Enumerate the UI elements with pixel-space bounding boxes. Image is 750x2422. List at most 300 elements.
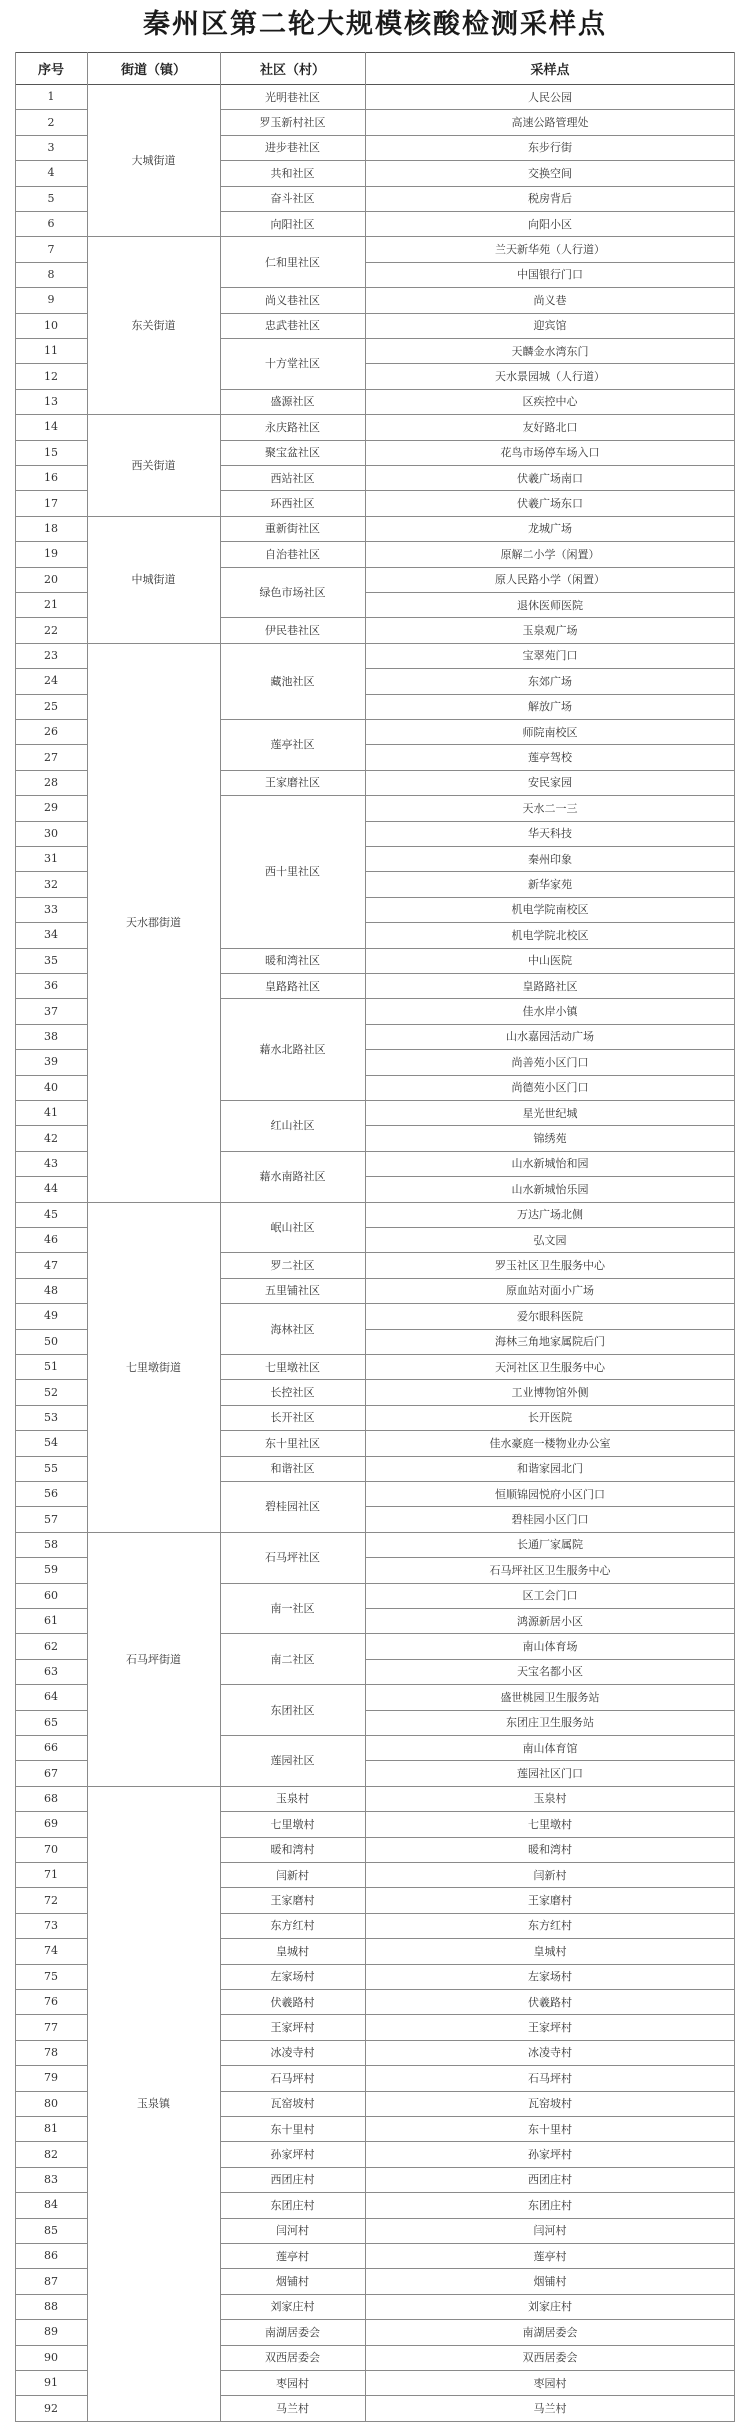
community-cell: 闫新村 [276, 1868, 309, 1882]
row-divider [15, 1379, 87, 1380]
community-cell: 长控社区 [270, 1386, 315, 1400]
row-divider [365, 643, 735, 644]
row-divider [15, 973, 87, 974]
row-divider [365, 1252, 735, 1253]
site-cell: 机电学院北校区 [511, 928, 589, 942]
index-cell: 80 [44, 2096, 58, 2110]
row-divider [365, 2218, 735, 2219]
site-cell: 玉泉村 [533, 1792, 567, 1806]
index-cell: 78 [44, 2045, 58, 2059]
site-cell: 莲园社区门口 [517, 1767, 583, 1781]
site-cell: 新华家苑 [528, 878, 572, 892]
community-cell: 东团社区 [270, 1703, 315, 1717]
site-cell: 莲亭驾校 [528, 751, 572, 765]
row-divider [220, 2091, 365, 2092]
index-cell: 17 [44, 496, 58, 510]
site-cell: 盛世桃园卫生服务站 [500, 1690, 600, 1704]
row-divider [220, 1684, 365, 1685]
row-divider [365, 744, 735, 745]
row-divider [220, 719, 365, 720]
index-cell: 72 [44, 1893, 58, 1907]
community-cell: 南二社区 [270, 1652, 315, 1666]
community-cell: 左家场村 [270, 1970, 315, 1984]
row-divider [15, 1887, 87, 1888]
row-divider [15, 694, 87, 695]
row-divider [365, 694, 735, 695]
row-divider [220, 389, 365, 390]
community-cell: 王家坪村 [270, 2021, 315, 2035]
row-divider [220, 1456, 365, 1457]
community-cell: 莲亭村 [276, 2249, 309, 2263]
row-divider [15, 236, 87, 237]
community-cell: 伏羲路村 [270, 1995, 315, 2009]
index-cell: 26 [44, 725, 58, 739]
index-cell: 19 [44, 547, 58, 561]
district-cell: 西关街道 [131, 458, 176, 472]
index-cell: 31 [44, 852, 58, 866]
index-cell: 87 [44, 2274, 58, 2288]
site-cell: 山水新城怡乐园 [511, 1182, 589, 1196]
community-cell: 碧桂园社区 [265, 1500, 320, 1514]
site-cell: 长开医院 [528, 1411, 572, 1425]
row-divider [15, 338, 87, 339]
row-divider [15, 2014, 87, 2015]
community-cell: 孙家坪村 [270, 2148, 315, 2162]
community-cell: 东十里村 [270, 2122, 315, 2136]
row-divider [365, 1710, 735, 1711]
site-cell: 向阳小区 [528, 217, 572, 231]
row-divider [365, 1379, 735, 1380]
index-cell: 62 [44, 1639, 58, 1653]
row-divider [365, 1532, 735, 1533]
index-cell: 63 [44, 1664, 58, 1678]
row-divider [15, 1659, 87, 1660]
row-divider [365, 592, 735, 593]
row-divider [365, 1862, 735, 1863]
row-divider [15, 1049, 87, 1050]
district-cell: 七里墩街道 [126, 1360, 181, 1374]
site-cell: 南湖居委会 [522, 2325, 578, 2339]
community-cell: 藏池社区 [270, 674, 315, 688]
row-divider [220, 1633, 365, 1634]
row-divider [365, 2141, 735, 2142]
row-divider [220, 1379, 365, 1380]
community-cell: 闫河村 [276, 2224, 309, 2238]
row-divider [220, 1887, 365, 1888]
row-divider [15, 465, 87, 466]
row-divider [220, 1862, 365, 1863]
index-cell: 55 [44, 1461, 58, 1475]
community-cell: 仁和里社区 [265, 255, 320, 269]
row-divider [15, 287, 87, 288]
row-divider [365, 1913, 735, 1914]
row-divider [15, 871, 87, 872]
row-divider [15, 2065, 87, 2066]
row-divider [365, 236, 735, 237]
site-cell: 爱尔眼科医院 [517, 1309, 583, 1323]
community-cell: 马兰村 [276, 2402, 309, 2416]
row-divider [220, 1430, 365, 1431]
index-cell: 39 [44, 1055, 58, 1069]
row-divider [365, 1100, 735, 1101]
row-divider [15, 2268, 87, 2269]
site-cell: 双西居委会 [522, 2351, 578, 2365]
site-cell: 南山体育场 [522, 1640, 578, 1654]
row-divider [15, 1354, 87, 1355]
community-cell: 东团庄村 [270, 2198, 315, 2212]
index-cell: 33 [44, 902, 58, 916]
community-cell: 和谐社区 [270, 1462, 315, 1476]
row-divider [15, 719, 87, 720]
row-divider [220, 1100, 365, 1101]
row-divider [15, 1837, 87, 1838]
row-divider [15, 186, 87, 187]
community-cell: 重新街社区 [265, 522, 320, 536]
index-cell: 15 [44, 445, 58, 459]
row-divider [15, 2243, 87, 2244]
site-cell: 人民公园 [528, 90, 572, 104]
column-divider [87, 52, 88, 2421]
row-divider [220, 973, 365, 974]
community-cell: 绿色市场社区 [259, 585, 326, 599]
row-divider [365, 1024, 735, 1025]
site-cell: 天河社区卫生服务中心 [495, 1360, 605, 1374]
row-divider [15, 1151, 87, 1152]
site-cell: 尚善苑小区门口 [511, 1055, 589, 1069]
row-divider [365, 973, 735, 974]
index-cell: 38 [44, 1029, 58, 1043]
site-cell: 皇路路社区 [522, 979, 578, 993]
row-divider [220, 1837, 365, 1838]
index-cell: 83 [44, 2172, 58, 2186]
community-cell: 烟铺村 [276, 2275, 309, 2289]
index-cell: 40 [44, 1080, 58, 1094]
index-cell: 88 [44, 2299, 58, 2313]
row-divider [365, 1202, 735, 1203]
site-cell: 鸿源新居小区 [517, 1614, 583, 1628]
site-cell: 师院南校区 [522, 725, 578, 739]
index-cell: 7 [47, 242, 55, 256]
index-cell: 84 [44, 2198, 58, 2212]
row-divider [220, 2116, 365, 2117]
row-divider [87, 414, 220, 415]
index-cell: 59 [44, 1563, 58, 1577]
column-divider [365, 52, 366, 2421]
site-cell: 星光世纪城 [522, 1106, 578, 1120]
row-divider [220, 440, 365, 441]
column-divider [220, 52, 221, 2421]
row-divider [220, 1481, 365, 1482]
row-divider [15, 109, 87, 110]
row-divider [220, 516, 365, 517]
community-cell: 西站社区 [270, 471, 315, 485]
site-cell: 伏羲路村 [528, 1995, 572, 2009]
row-divider [15, 541, 87, 542]
row-divider [15, 2040, 87, 2041]
row-divider [220, 2141, 365, 2142]
site-cell: 石马坪村 [528, 2071, 572, 2085]
row-divider [220, 1151, 365, 1152]
row-divider [15, 211, 87, 212]
table-top-border [15, 52, 735, 53]
index-cell: 91 [44, 2376, 58, 2390]
row-divider [365, 135, 735, 136]
row-divider [15, 1252, 87, 1253]
row-divider [15, 1075, 87, 1076]
site-cell: 冰凌寺村 [528, 2046, 572, 2060]
row-divider [15, 821, 87, 822]
row-divider [87, 643, 220, 644]
index-cell: 76 [44, 1995, 58, 2009]
row-divider [15, 1811, 87, 1812]
row-divider [365, 1938, 735, 1939]
row-divider [365, 1735, 735, 1736]
row-divider [365, 1684, 735, 1685]
row-divider [220, 1354, 365, 1355]
index-cell: 37 [44, 1004, 58, 1018]
site-cell: 马兰村 [533, 2402, 567, 2416]
row-divider [220, 1938, 365, 1939]
index-cell: 20 [44, 572, 58, 586]
index-cell: 56 [44, 1487, 58, 1501]
index-cell: 3 [47, 140, 55, 154]
row-divider [365, 1278, 735, 1279]
row-divider [15, 1024, 87, 1025]
community-cell: 东十里社区 [265, 1436, 320, 1450]
row-divider [365, 770, 735, 771]
site-cell: 皇城村 [533, 1944, 567, 1958]
row-divider [365, 1786, 735, 1787]
row-divider [365, 2040, 735, 2041]
index-cell: 10 [44, 318, 58, 332]
row-divider [15, 1684, 87, 1685]
row-divider [15, 2319, 87, 2320]
row-divider [365, 567, 735, 568]
site-cell: 工业博物馆外侧 [511, 1386, 589, 1400]
district-cell: 石马坪街道 [126, 1652, 181, 1666]
site-cell: 和谐家园北门 [517, 1462, 583, 1476]
row-divider [365, 1633, 735, 1634]
site-cell: 区工会门口 [522, 1589, 578, 1603]
community-cell: 东方红村 [270, 1919, 315, 1933]
row-divider [15, 643, 87, 644]
community-cell: 奋斗社区 [270, 192, 315, 206]
row-divider [220, 236, 365, 237]
row-divider [220, 998, 365, 999]
community-cell: 红山社区 [270, 1119, 315, 1133]
community-cell: 石马坪社区 [265, 1551, 320, 1565]
row-divider [15, 262, 87, 263]
row-divider [365, 1964, 735, 1965]
site-cell: 友好路北口 [522, 420, 578, 434]
row-divider [220, 2218, 365, 2219]
row-divider [220, 1532, 365, 1533]
row-divider [15, 1506, 87, 1507]
row-divider [365, 1354, 735, 1355]
site-cell: 迎宾馆 [533, 319, 567, 333]
row-divider [15, 1964, 87, 1965]
site-cell: 宝翠苑门口 [522, 649, 578, 663]
row-divider [365, 109, 735, 110]
index-cell: 66 [44, 1741, 58, 1755]
row-divider [220, 1811, 365, 1812]
index-cell: 71 [44, 1868, 58, 1882]
index-cell: 70 [44, 1842, 58, 1856]
site-cell: 万达广场北侧 [517, 1208, 583, 1222]
row-divider [220, 287, 365, 288]
site-cell: 原人民路小学（闲置） [495, 573, 605, 587]
row-divider [220, 186, 365, 187]
row-divider [15, 795, 87, 796]
site-cell: 尚义巷 [533, 293, 567, 307]
row-divider [220, 1913, 365, 1914]
header-index: 序号 [37, 62, 64, 78]
site-cell: 暖和湾村 [528, 1843, 572, 1857]
index-cell: 35 [44, 953, 58, 967]
community-cell: 长开社区 [270, 1411, 315, 1425]
site-cell: 王家磨村 [528, 1894, 572, 1908]
row-divider [15, 744, 87, 745]
site-cell: 西团庄村 [528, 2173, 572, 2187]
community-cell: 自治巷社区 [265, 547, 320, 561]
index-cell: 75 [44, 1969, 58, 1983]
site-cell: 机电学院南校区 [511, 903, 589, 917]
row-divider [365, 440, 735, 441]
row-divider [15, 2294, 87, 2295]
row-divider [365, 1506, 735, 1507]
row-divider [15, 1176, 87, 1177]
site-cell: 王家坪村 [528, 2021, 572, 2035]
community-cell: 共和社区 [270, 166, 315, 180]
community-cell: 聚宝盆社区 [265, 446, 320, 460]
row-divider [365, 516, 735, 517]
row-divider [15, 1557, 87, 1558]
row-divider [365, 2116, 735, 2117]
site-cell: 安民家园 [528, 776, 572, 790]
row-divider [220, 948, 365, 949]
site-cell: 中国银行门口 [517, 268, 583, 282]
row-divider [365, 871, 735, 872]
index-cell: 1 [47, 90, 55, 104]
row-divider [365, 363, 735, 364]
row-divider [220, 2345, 365, 2346]
row-divider [365, 2268, 735, 2269]
site-cell: 区疾控中心 [522, 395, 578, 409]
community-cell: 海林社区 [270, 1322, 315, 1336]
index-cell: 51 [44, 1360, 58, 1374]
row-divider [87, 1786, 220, 1787]
community-cell: 皇路路社区 [265, 979, 320, 993]
community-cell: 玉泉村 [276, 1792, 309, 1806]
community-cell: 七里墩社区 [265, 1360, 320, 1374]
row-divider [365, 490, 735, 491]
index-cell: 13 [44, 394, 58, 408]
row-divider [365, 1557, 735, 1558]
site-cell: 花鸟市场停车场入口 [500, 446, 600, 460]
index-cell: 92 [44, 2401, 58, 2415]
community-cell: 七里墩村 [270, 1817, 315, 1831]
row-divider [220, 1786, 365, 1787]
row-divider [15, 1125, 87, 1126]
row-divider [220, 1202, 365, 1203]
district-cell: 东关街道 [131, 319, 176, 333]
site-cell: 龙城广场 [528, 522, 572, 536]
row-divider [15, 160, 87, 161]
site-cell: 原血站对面小广场 [506, 1284, 594, 1298]
row-divider [220, 338, 365, 339]
index-cell: 54 [44, 1436, 58, 1450]
row-divider [15, 1583, 87, 1584]
row-divider [15, 948, 87, 949]
district-cell: 中城街道 [131, 573, 176, 587]
row-divider [15, 414, 87, 415]
index-cell: 24 [44, 674, 58, 688]
row-divider [365, 1989, 735, 1990]
row-divider [15, 363, 87, 364]
index-cell: 32 [44, 877, 58, 891]
row-divider [365, 414, 735, 415]
row-divider [15, 2091, 87, 2092]
row-divider [220, 2243, 365, 2244]
index-cell: 89 [44, 2325, 58, 2339]
community-cell: 罗二社区 [270, 1259, 315, 1273]
site-cell: 罗玉社区卫生服务中心 [495, 1259, 605, 1273]
row-divider [220, 617, 365, 618]
site-cell: 山水新城怡和园 [511, 1157, 589, 1171]
row-divider [15, 1633, 87, 1634]
row-divider [220, 643, 365, 644]
row-divider [365, 2014, 735, 2015]
row-divider [15, 617, 87, 618]
community-cell: 永庆路社区 [265, 420, 320, 434]
index-cell: 29 [44, 801, 58, 815]
row-divider [365, 2319, 735, 2320]
row-divider [220, 2370, 365, 2371]
row-divider [220, 490, 365, 491]
site-cell: 东团庄村 [528, 2198, 572, 2212]
site-cell: 交换空间 [528, 166, 572, 180]
index-cell: 61 [44, 1614, 58, 1628]
community-cell: 忠武巷社区 [265, 319, 320, 333]
site-cell: 闫河村 [533, 2224, 567, 2238]
index-cell: 12 [44, 369, 58, 383]
row-divider [15, 1989, 87, 1990]
index-cell: 21 [44, 598, 58, 612]
site-cell: 天水二一三 [522, 801, 578, 815]
row-divider [365, 2294, 735, 2295]
community-cell: 王家磨社区 [265, 776, 320, 790]
page-title: 秦州区第二轮大规模核酸检测采样点 [143, 9, 607, 40]
community-cell: 罗玉新村社区 [259, 116, 326, 130]
index-cell: 65 [44, 1715, 58, 1729]
row-divider [15, 1532, 87, 1533]
row-divider [15, 668, 87, 669]
index-cell: 53 [44, 1410, 58, 1424]
row-divider [220, 1989, 365, 1990]
row-divider [15, 1862, 87, 1863]
row-divider [365, 262, 735, 263]
row-divider [15, 1278, 87, 1279]
site-cell: 东方红村 [528, 1919, 572, 1933]
community-cell: 暖和湾村 [270, 1843, 315, 1857]
row-divider [220, 109, 365, 110]
row-divider [365, 1125, 735, 1126]
row-divider [365, 1760, 735, 1761]
index-cell: 74 [44, 1944, 58, 1958]
index-cell: 28 [44, 775, 58, 789]
community-cell: 进步巷社区 [265, 141, 320, 155]
row-divider [15, 1786, 87, 1787]
